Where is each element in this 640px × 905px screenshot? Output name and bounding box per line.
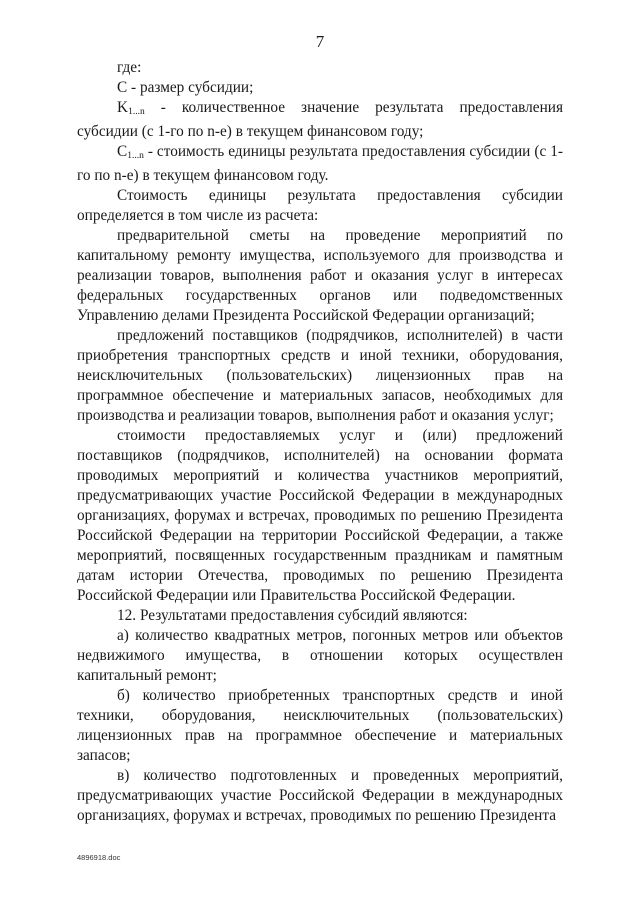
paragraph-result-b: б) количество приобретенных транспортных средств и иной техники, оборудования, неисключительных (пользовательских) лицензионных прав на программное обеспечение и материальных запасов; [77,687,563,764]
paragraph-results-intro: 12. Результатами предоставления субсидий являются: [117,607,468,624]
formula-c-definition: С - размер субсидии; [117,79,254,96]
formula-k-definition [77,98,563,142]
k-subscript: 1...n [128,107,145,117]
paragraph-cost-intro: Стоимость единицы результата предоставления субсидии определяется в том числе из расчета: [77,187,563,224]
k-definition-text: - количественное значение результата предоставления субсидии (с 1-го по n-е) в текущем финансовом году; [77,99,563,140]
paragraph-result-c: в) количество подготовленных и проведенных мероприятий, предусматривающих участие Российской Федерации в международных организациях, форумах и встречах, проводимых по решению Президента [77,767,563,824]
c1-symbol: C [117,143,128,160]
paragraph-suppliers: предложений поставщиков (подрядчиков, исполнителей) в части приобретения транспортных средств и иной техники, оборудования, неисключительных (пользовательских) лицензионных прав на программное обеспечение и материальных запасов, необходимых для производства и реализации товаров, выполнения работ и оказания услуг; [77,327,563,424]
c1-subscript: 1...n [127,151,144,161]
paragraph-services: стоимости предоставляемых услуг и (или) предложений поставщиков (подрядчиков, исполнителей) на основании формата проводимых мероприятий и количества участников мероприятий, предусматривающих участие Российской Федерации в международных организациях, форумах и встречах, проводимых по решению Президента Российской Федерации на территории Российской Федерации, а также мероприятий, посвященных государственным праздникам и памятным датам истории Отечества, проводимых по решению Президента Российской Федерации или Правительства Российской Федерации. [77,427,563,604]
formula-where-label: где: [117,59,142,76]
page-number: 7 [315,32,325,51]
formula-c1-definition [77,142,563,186]
c1-definition-text: - стоимость единицы результата предоставления субсидии (с 1-го по n-е) в текущем финансовом году. [77,143,563,184]
paragraph-estimate: предварительной сметы на проведение мероприятий по капитальному ремонту имущества, используемого для производства и реализации товаров, выполнения работ и оказания услуг в интересах федеральных государственных органов или подведомственных Управлению делами Президента Российской Федерации организаций; [77,227,563,324]
document-body [77,58,563,826]
file-name-footer: 4896918.doc [77,853,121,862]
k-symbol: K [117,99,129,116]
paragraph-result-a: а) количество квадратных метров, погонных метров или объектов недвижимого имущества, в отношении которых осуществлен капитальный ремонт; [77,627,563,684]
